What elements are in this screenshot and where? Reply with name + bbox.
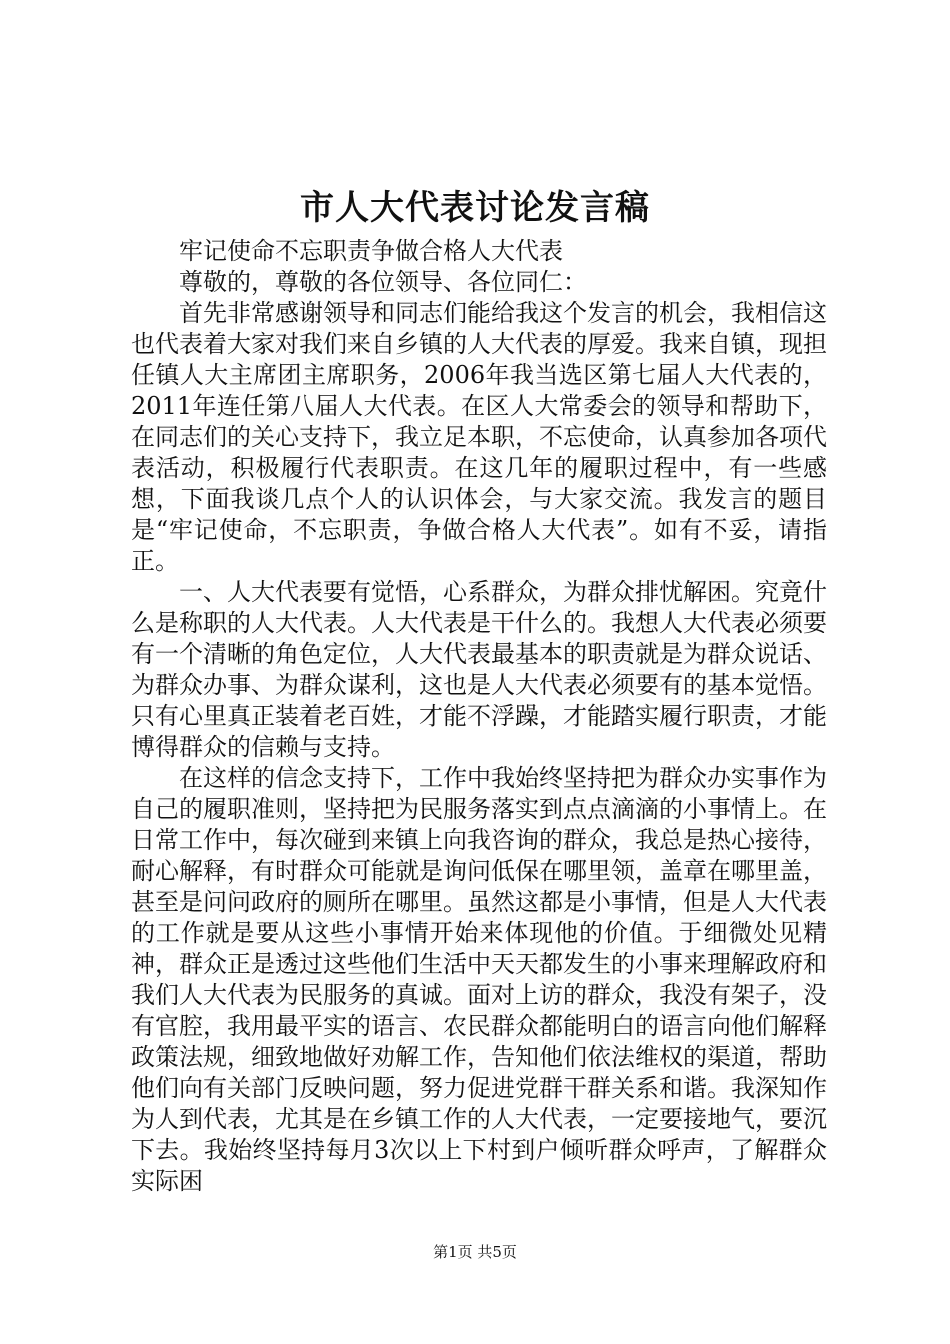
document-title: 市人大代表讨论发言稿 bbox=[300, 188, 650, 228]
subtitle-paragraph: 牢记使命不忘职责争做合格人大代表 bbox=[179, 237, 563, 265]
body-paragraph: 在这样的信念支持下，工作中我始终坚持把为群众办实事作为自己的履职准则，坚持把为民服务落实到点点滴滴的小事情上。在日常工作中，每次碰到来镇上向我咨询的群众，我总是热心接待，耐心解释，有时群众可能就是询问低保在哪里领，盖章在哪里盖，甚至是问问政府的厕所在哪里。虽然这都是小事情，但是人大代表的工作就是要从这些小事情开始来体现他的价值。于细微处见精神，群众正是透过这些他们生活中天天都发生的小事来理解政府和我们人大代表为民服务的真诚。面对上访的群众，我没有架子，没有官腔，我用最平实的语言、农民群众都能明白的语言向他们解释政策法规，细致地做好劝解工作，告知他们依法维权的渠道，帮助他们向有关部门反映问题，努力促进党群干群关系和谐。我深知作为人到代表，尤其是在乡镇工作的人大代表，一定要接地气，要沉下去。我始终坚持每月3次以上下村到户倾听群众呼声，了解群众实际困 bbox=[131, 764, 827, 1195]
body-paragraph: 首先非常感谢领导和同志们能给我这个发言的机会，我相信这也代表着大家对我们来自乡镇的人大代表的厚爱。我来自镇，现担任镇人大主席团主席职务，2006年我当选区第七届人大代表的，2011年连任第八届人大代表。在区人大常委会的领导和帮助下，在同志们的关心支持下，我立足本职，不忘使命，认真参加各项代表活动，积极履行代表职责。在这几年的履职过程中，有一些感想，下面我谈几点个人的认识体会，与大家交流。我发言的题目是“牢记使命，不忘职责，争做合格人大代表”。如有不妥，请指正。 bbox=[131, 299, 827, 575]
page-number-footer: 第1页 共5页 bbox=[433, 1243, 517, 1261]
document-body bbox=[131, 236, 827, 1197]
body-paragraph: 一、人大代表要有觉悟，心系群众，为群众排忧解困。究竟什么是称职的人大代表。人大代表是干什么的。我想人大代表必须要有一个清晰的角色定位，人大代表最基本的职责就是为群众说话、为群众办事、为群众谋利，这也是人大代表必须要有的基本觉悟。只有心里真正装着老百姓，才能不浮躁，才能踏实履行职责，才能博得群众的信赖与支持。 bbox=[131, 578, 827, 761]
salutation-paragraph: 尊敬的，尊敬的各位领导、各位同仁： bbox=[179, 268, 587, 296]
